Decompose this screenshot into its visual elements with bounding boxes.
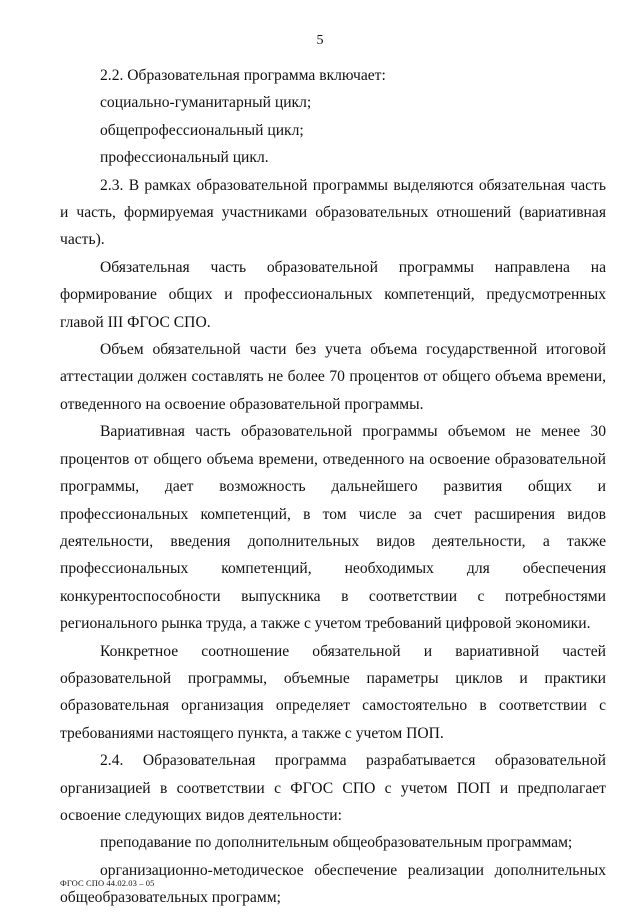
list-item-teaching: преподавание по дополнительным общеобразовательным программам; [100, 834, 573, 852]
list-item-general-professional-cycle: общепрофессиональный цикл; [100, 121, 304, 139]
paragraph-2-2: 2.2. Образовательная программа включает: [100, 67, 386, 84]
list-item-methodical-support: организационно-методическое обеспечение реализации дополнительных общеобразовательных программ; [60, 861, 606, 907]
paragraph-2-3: 2.3. В рамках образовательной программы выделяются обязательная часть и часть, формируемая участниками образовательных отношений (вариативная часть). [60, 176, 606, 249]
list-item-social-cycle: социально-гуманитарный цикл; [100, 94, 312, 112]
list-item-professional-cycle: профессиональный цикл. [100, 149, 269, 167]
paragraph-mandatory-part: Обязательная часть образовательной программы направлена на формирование общих и профессиональных компетенций, предусмотренных главой III ФГОС СПО. [60, 258, 606, 331]
document-code-footer: ФГОС СПО 44.02.03 – 05 [60, 878, 155, 888]
document-body [60, 62, 606, 912]
paragraph-ratio: Конкретное соотношение обязательной и вариативной частей образовательной программы, объемные параметры циклов и практики образовательная организация определяет самостоятельно в соответствии с требованиями настоящего пункта, а также с учетом ПОП. [60, 642, 606, 742]
page-number: 5 [316, 33, 324, 48]
paragraph-mandatory-volume: Объем обязательной части без учета объема государственной итоговой аттестации должен составлять не более 70 процентов от общего объема времени, отведенного на освоение образовательной программы. [60, 341, 606, 413]
paragraph-variative-part: Вариативная часть образовательной программы объемом не менее 30 процентов от общего объема времени, отведенного на освоение образовательной программы, дает возможность дальнейшего развития общих и профессиональных компетенций, в том числе за счет расширения видов деятельности, введения дополнительных видов деятельности, а также профессиональных компетенций, необходимых для обеспечения конкурентоспособности выпускника в соответствии с потребностями регионального рынка труда, а также с учетом требований цифровой экономики. [60, 423, 606, 633]
paragraph-2-4: 2.4. Образовательная программа разрабатывается образовательной организацией в соответствии с ФГОС СПО с учетом ПОП и предполагает освоение следующих видов деятельности: [60, 752, 606, 824]
